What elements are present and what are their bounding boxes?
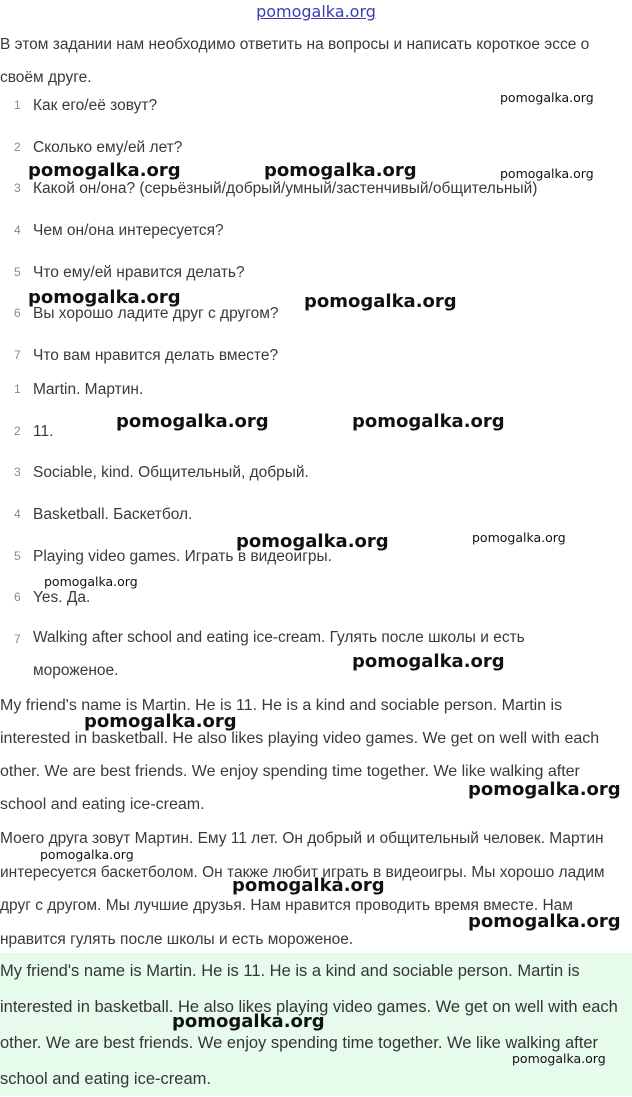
- item-number: 7: [14, 348, 21, 363]
- item-number: 6: [14, 306, 21, 321]
- answer-text: Playing video games. Играть в видеоигры.: [33, 547, 332, 565]
- watermark: pomogalka.org: [512, 1051, 606, 1066]
- item-number: 7: [14, 632, 21, 647]
- answers-list: [0, 369, 632, 679]
- list-item: [0, 411, 632, 453]
- watermark: pomogalka.org: [500, 90, 594, 105]
- watermark: pomogalka.org: [84, 711, 237, 732]
- item-number: 5: [14, 264, 21, 279]
- watermark: pomogalka.org: [236, 531, 389, 552]
- item-number: 2: [14, 423, 21, 438]
- watermark: pomogalka.org: [172, 1011, 325, 1032]
- question-text: Как его/её зовут?: [33, 97, 158, 114]
- question-text: Сколько ему/ей лет?: [33, 138, 183, 156]
- list-item: [0, 369, 632, 411]
- watermark: pomogalka.org: [352, 651, 505, 672]
- watermark: pomogalka.org: [304, 291, 457, 312]
- item-number: 5: [14, 548, 21, 563]
- site-title-link[interactable]: pomogalka.org: [256, 2, 376, 21]
- watermark: pomogalka.org: [28, 160, 181, 181]
- question-text: Что ему/ей нравится делать?: [33, 263, 245, 281]
- list-item: [0, 619, 632, 679]
- answer-text: Basketball. Баскетбол.: [33, 506, 193, 524]
- item-number: 3: [14, 465, 21, 480]
- watermark: pomogalka.org: [264, 160, 417, 181]
- watermark: pomogalka.org: [232, 875, 385, 896]
- list-item: [0, 210, 632, 252]
- answer-text: Martin. Мартин.: [33, 381, 144, 398]
- answer-text: Walking after school and eating ice-cream. Гулять после школы и есть мороженое.: [33, 629, 525, 680]
- answer-text: Sociable, kind. Общительный, добрый.: [33, 464, 309, 482]
- answer-text: 11.: [33, 422, 54, 440]
- question-text: Какой он/она? (серьёзный/добрый/умный/застенчивый/общительный): [33, 180, 538, 198]
- watermark: pomogalka.org: [468, 779, 621, 800]
- question-text: Вы хорошо ладите друг с другом?: [33, 305, 279, 323]
- intro-text: В этом задании нам необходимо ответить на вопросы и написать короткое эссе о своём друге.: [0, 36, 590, 86]
- watermark: pomogalka.org: [468, 911, 621, 932]
- watermark: pomogalka.org: [472, 530, 566, 545]
- watermark: pomogalka.org: [44, 574, 138, 589]
- item-number: 4: [14, 507, 21, 522]
- watermark: pomogalka.org: [500, 166, 594, 181]
- list-item: [0, 452, 632, 494]
- answer-text: Yes. Да.: [33, 589, 91, 607]
- item-number: 3: [14, 181, 21, 196]
- watermark: pomogalka.org: [40, 847, 134, 862]
- item-number: 1: [14, 382, 21, 396]
- watermark: pomogalka.org: [352, 411, 505, 432]
- watermark: pomogalka.org: [28, 287, 181, 308]
- item-number: 6: [14, 590, 21, 605]
- item-number: 4: [14, 223, 21, 238]
- essay-russian: Моего друга зовут Мартин. Ему 11 лет. Он добрый и общительный человек. Мартин интересуется баскетболом. Он также любит играть в видеоигры. Мы хорошо ладим друг с другом. Мы лучшие друзья. Нам нравится проводить время вместе. Нам нравится гулять после школы и есть мороженое.: [0, 830, 605, 949]
- questions-list: [0, 85, 632, 377]
- item-number: 1: [14, 98, 21, 112]
- essay-english: My friend's name is Martin. He is 11. He is a kind and sociable person. Martin is interested in basketball. He also likes playing video games. We get on well with each other. We are best friends. We enjoy spending time together. We like walking after school and eating ice-cream.: [0, 697, 600, 813]
- question-text: Чем он/она интересуется?: [33, 222, 224, 240]
- watermark: pomogalka.org: [116, 411, 269, 432]
- question-text: Что вам нравится делать вместе?: [33, 347, 279, 365]
- item-number: 2: [14, 139, 21, 154]
- essay-highlighted: My friend's name is Martin. He is 11. He is a kind and sociable person. Martin is interested in basketball. He also likes playing video games. We get on well with each other. We are best friends. We enjoy spending time together. We like walking after school and eating ice-cream.: [0, 962, 618, 1088]
